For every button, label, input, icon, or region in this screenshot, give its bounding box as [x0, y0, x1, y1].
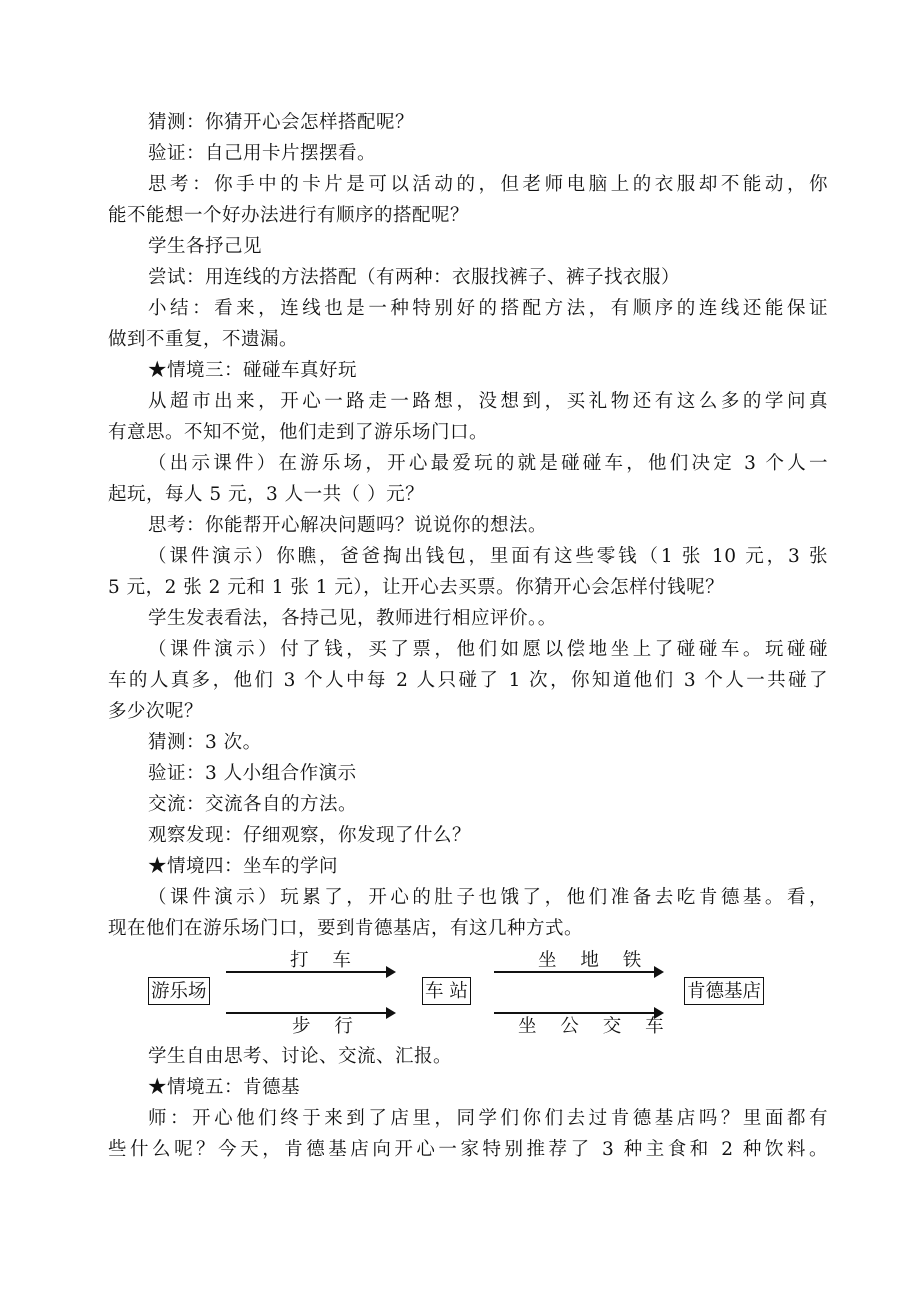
text-line: 做到不重复，不遗漏。 [108, 329, 299, 350]
text-line: 能不能想一个好办法进行有顺序的搭配呢？ [108, 205, 470, 226]
text-line: 学生发表看法，各持己见，教师进行相应评价。。 [148, 608, 557, 629]
text-line: 思考：你手中的卡片是可以活动的，但老师电脑上的衣服却不能动，你 [148, 174, 828, 195]
text-line: 猜测：你猜开心会怎样搭配呢？ [148, 112, 415, 133]
text-line: 师：开心他们终于来到了店里，同学们你们去过肯德基店吗？里面都有 [148, 1108, 828, 1129]
route2-top-label: 坐 地 铁 [538, 950, 651, 971]
arrow-right-icon [494, 971, 662, 973]
text-line: 从超市出来，开心一路走一路想，没想到，买礼物还有这么多的学问真 [148, 391, 828, 412]
node-end: 肯德基店 [684, 977, 764, 1005]
arrow-right-icon [226, 971, 394, 973]
text-line: 猜测：3 次。 [148, 732, 262, 753]
route-diagram [108, 940, 828, 1040]
text-line: （课件演示）你瞧，爸爸掏出钱包，里面有这些零钱（1 张 10 元，3 张 [148, 546, 828, 567]
route1-bottom-label: 步 行 [292, 1016, 362, 1037]
node-middle: 车 站 [422, 977, 471, 1005]
route2-bottom-label: 坐 公 交 车 [518, 1016, 673, 1037]
text-line: 起玩，每人 5 元，3 人一共（ ）元？ [108, 484, 425, 505]
text-line: 车的人真多，他们 3 个人中每 2 人只碰了 1 次，你知道他们 3 个人一共碰了 [108, 670, 828, 691]
text-line: （课件演示）付了钱，买了票，他们如愿以偿地坐上了碰碰车。玩碰碰 [148, 639, 828, 660]
section-heading: ★情境三：碰碰车真好玩 [148, 360, 358, 381]
text-line: 多少次呢？ [108, 701, 204, 722]
text-line: 尝试：用连线的方法搭配（有两种：衣服找裤子、裤子找衣服） [148, 267, 681, 288]
text-line: 学生各抒己见 [148, 236, 263, 257]
section-heading: ★情境四：坐车的学问 [148, 856, 339, 877]
text-line: 思考：你能帮开心解决问题吗？说说你的想法。 [148, 515, 548, 536]
text-line: 现在他们在游乐场门口，要到肯德基店，有这几种方式。 [108, 918, 584, 939]
node-start: 游乐场 [148, 977, 210, 1005]
text-line: 5 元，2 张 2 元和 1 张 1 元），让开心去买票。你猜开心会怎样付钱呢？ [108, 577, 725, 598]
text-line: 交流：交流各自的方法。 [148, 794, 358, 815]
text-line: 验证：3 人小组合作演示 [148, 763, 357, 784]
text-line: 观察发现：仔细观察，你发现了什么？ [148, 825, 472, 846]
text-line: （课件演示）玩累了，开心的肚子也饿了，他们准备去吃肯德基。看， [148, 887, 828, 908]
text-line: （出示课件）在游乐场，开心最爱玩的就是碰碰车，他们决定 3 个人一 [148, 453, 828, 474]
section-heading: ★情境五：肯德基 [148, 1077, 301, 1098]
text-line: 有意思。不知不觉，他们走到了游乐场门口。 [108, 422, 489, 443]
text-line: 些什么呢？今天，肯德基店向开心一家特别推荐了 3 种主食和 2 种饮料。 [108, 1139, 828, 1160]
text-line: 验证：自己用卡片摆摆看。 [148, 143, 377, 164]
text-line: 小结：看来，连线也是一种特别好的搭配方法，有顺序的连线还能保证 [148, 298, 828, 319]
text-line: 学生自由思考、讨论、交流、汇报。 [148, 1046, 453, 1067]
route1-top-label: 打 车 [290, 950, 360, 971]
